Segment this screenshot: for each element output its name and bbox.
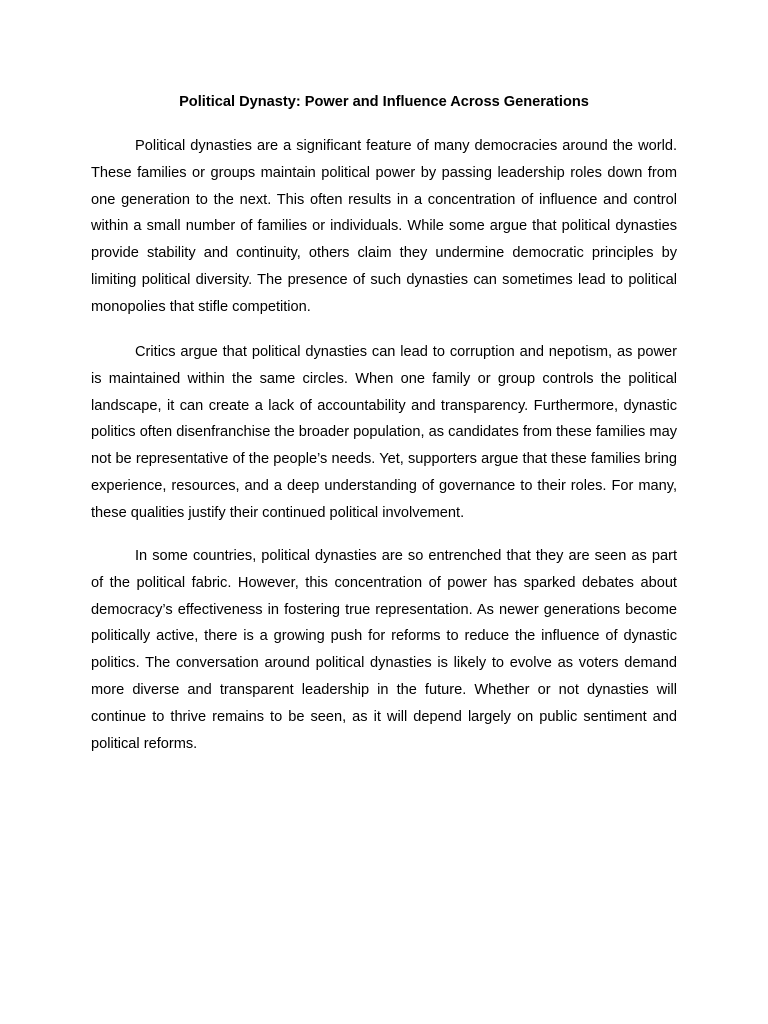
document-title: Political Dynasty: Power and Influence Across Generations [179, 94, 589, 110]
paragraph-2: Critics argue that political dynasties can lead to corruption and nepotism, as power is maintained within the same circles. When one family or group controls the political landscape, it can create a lack of accountability and transparency. Furthermore, dynastic politics often disenfranchise the broader population, as candidates from these families may not be representative of the people’s needs. Yet, supporters argue that these families bring experience, resources, and a deep understanding of governance to their roles. For many, these qualities justify their continued political involvement. [91, 344, 677, 521]
paragraph-3: In some countries, political dynasties are so entrenched that they are seen as part of the political fabric. However, this concentration of power has sparked debates about democracy’s effectiveness in fostering true representation. As newer generations become politically active, there is a growing push for reforms to reduce the influence of dynastic politics. The conversation around political dynasties is likely to evolve as voters demand more diverse and transparent leadership in the future. Whether or not dynasties will continue to thrive remains to be seen, as it will depend largely on public sentiment and political reforms. [91, 548, 677, 752]
paragraph-1: Political dynasties are a significant feature of many democracies around the world. These families or groups maintain political power by passing leadership roles down from one generation to the next. This often results in a concentration of influence and control within a small number of families or individuals. While some argue that political dynasties provide stability and continuity, others claim they undermine democratic principles by limiting political diversity. The presence of such dynasties can sometimes lead to political monopolies that stifle competition. [91, 138, 677, 315]
